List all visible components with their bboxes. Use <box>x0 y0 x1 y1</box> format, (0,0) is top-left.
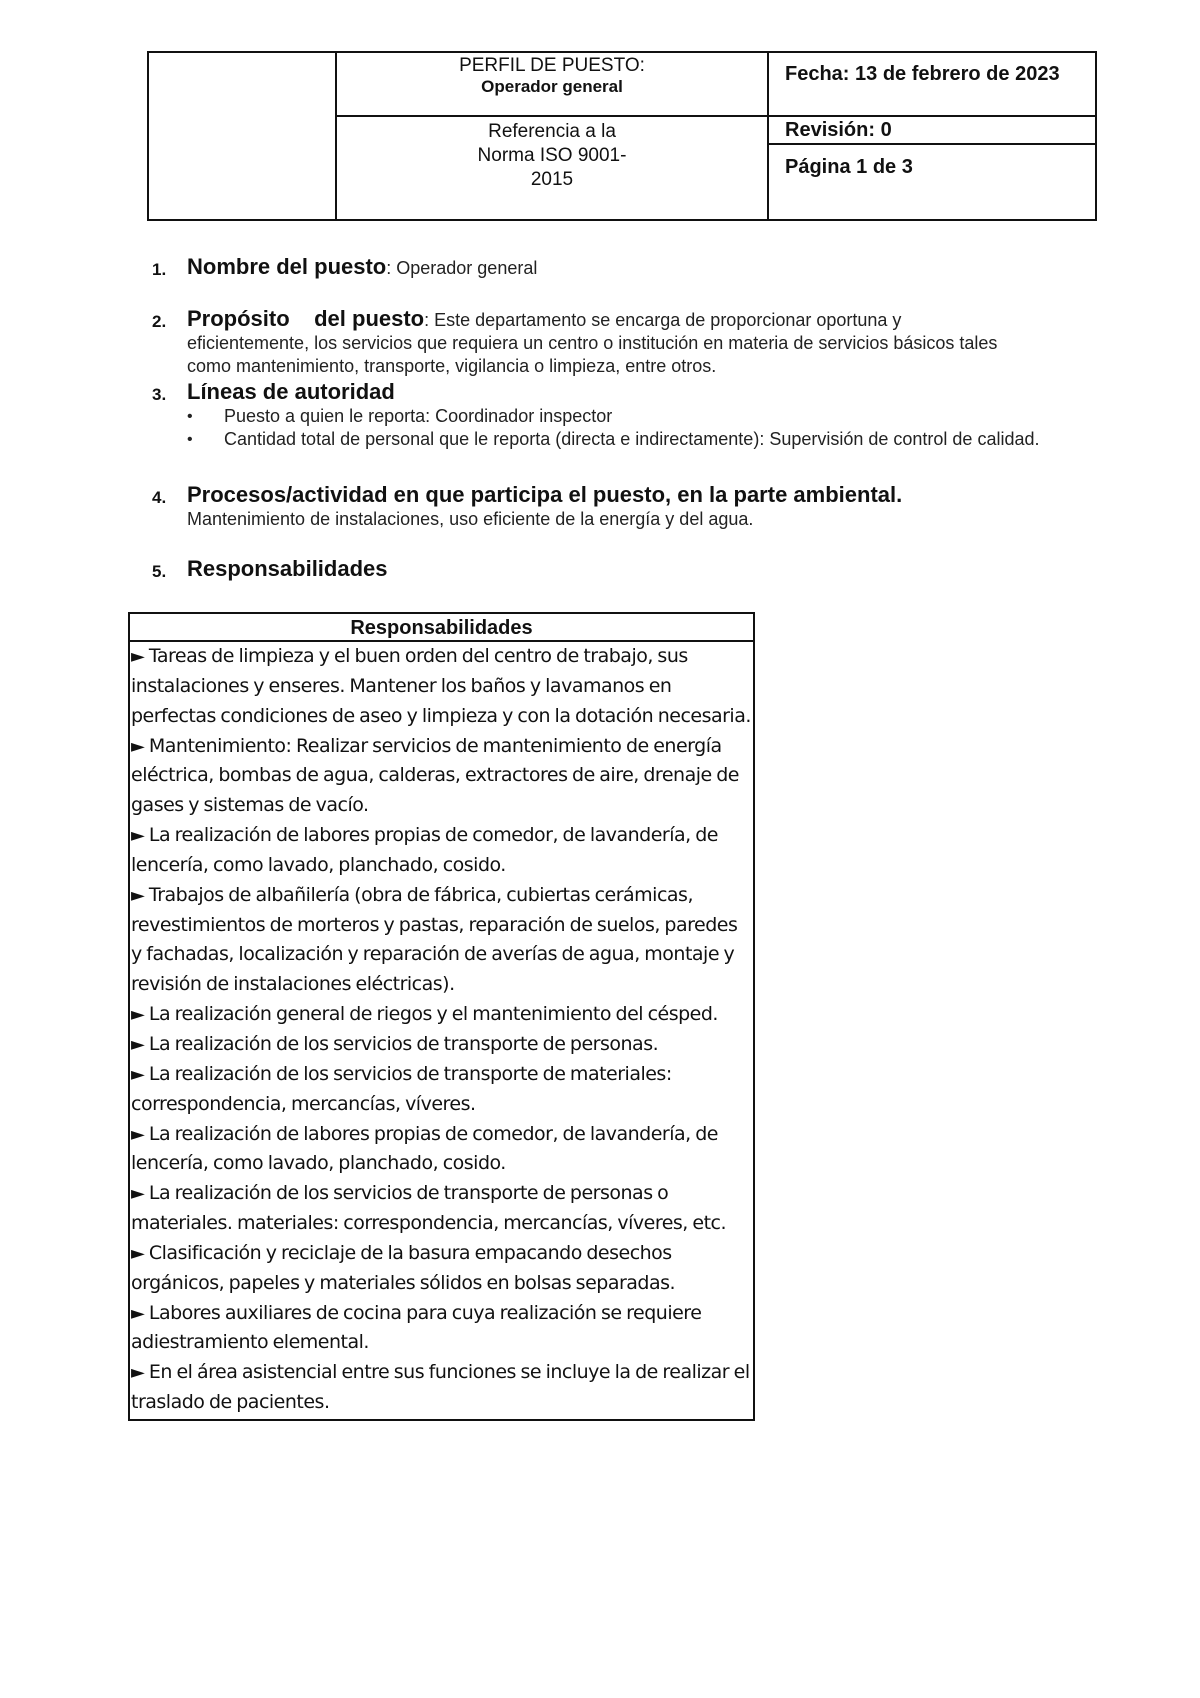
section-title: Propósito del puesto <box>187 306 425 331</box>
reference-line-2: Norma ISO 9001- <box>477 145 627 166</box>
row-text: La realización de labores propias de comedor, de lavandería, de lencería, como lavado, planchado, cosido. <box>131 824 718 876</box>
revision-cell <box>768 116 1096 144</box>
profile-title-cell <box>336 52 768 116</box>
document-header-table <box>147 51 1097 221</box>
table-row <box>131 881 751 1000</box>
row-text: La realización de los servicios de transporte de personas. <box>148 1032 659 1055</box>
list-item <box>152 405 1057 428</box>
table-row <box>131 1299 751 1359</box>
triangle-bullet-icon: ► <box>131 1302 145 1324</box>
section-text: : Operador general <box>386 258 538 278</box>
row-text: Clasificación y reciclaje de la basura empacando desechos orgánicos, papeles y materiales sólidos en bolsas separadas. <box>131 1241 676 1294</box>
table-row <box>131 1179 751 1239</box>
section-number: 1. <box>152 260 167 279</box>
profile-subtitle: Operador general <box>481 77 623 96</box>
document-date: Fecha: 13 de febrero de 2023 <box>785 63 1060 85</box>
triangle-bullet-icon: ► <box>131 1033 145 1055</box>
reference-line-1: Referencia a la <box>488 121 616 142</box>
list-item-text: Puesto a quien le reporta: Coordinador inspector <box>224 406 613 426</box>
table-row <box>131 1358 751 1418</box>
triangle-bullet-icon: ► <box>131 735 145 757</box>
row-text: La realización de labores propias de comedor, de lavandería, de lencería, como lavado, planchado, cosido. <box>131 1122 718 1175</box>
triangle-bullet-icon: ► <box>131 1004 145 1026</box>
row-text: La realización de los servicios de transporte de materiales: correspondencia, mercancías, víveres. <box>131 1062 672 1115</box>
section-number: 5. <box>152 562 167 581</box>
list-item-text: Cantidad total de personal que le reporta (directa e indirectamente): Supervisión de control de calidad. <box>224 429 1040 449</box>
table-row <box>131 642 751 732</box>
section-processes <box>152 483 1052 531</box>
row-text: En el área asistencial entre sus funciones se incluye la de realizar el traslado de pacientes. <box>131 1361 750 1414</box>
authority-list <box>152 405 1057 451</box>
revision-label: Revisión: 0 <box>785 119 892 141</box>
section-text: Mantenimiento de instalaciones, uso eficiente de la energía y del agua. <box>187 509 754 529</box>
date-cell <box>768 52 1096 116</box>
section-job-name <box>152 255 1052 280</box>
table-row <box>131 1120 751 1180</box>
section-title: Líneas de autoridad <box>187 379 395 404</box>
triangle-bullet-icon: ► <box>131 825 145 847</box>
responsibilities-table <box>128 612 755 1421</box>
triangle-bullet-icon: ► <box>131 1242 145 1264</box>
section-text: : Este departamento se encarga de proporcionar oportuna y eficientemente, los servicios que requiera un centro o institución en materia de servicios básicos tales como mantenimiento, transporte, vigilancia o limpieza, entre otros. <box>187 310 998 376</box>
bullet-icon: • <box>187 408 193 425</box>
responsibilities-list <box>130 642 753 1419</box>
triangle-bullet-icon: ► <box>131 646 145 667</box>
table-row <box>131 1239 751 1299</box>
row-text: Trabajos de albañilería (obra de fábrica, cubiertas cerámicas, revestimientos de morteros y pastas, reparación de suelos, paredes y fachadas, localización y reparación de averías de agua, montaje y revisión de instalaciones eléctricas). <box>131 883 738 996</box>
section-number: 3. <box>152 385 167 404</box>
page-number: Página 1 de 3 <box>785 156 913 178</box>
logo-cell <box>148 52 336 220</box>
triangle-bullet-icon: ► <box>131 1183 145 1205</box>
triangle-bullet-icon: ► <box>131 884 145 906</box>
section-number: 2. <box>152 312 167 331</box>
list-item <box>152 428 1057 451</box>
section-authority-lines <box>152 380 1052 451</box>
reference-cell <box>336 116 768 220</box>
triangle-bullet-icon: ► <box>131 1362 145 1384</box>
table-row <box>131 821 751 881</box>
reference-line-3: 2015 <box>530 169 574 190</box>
table-row <box>131 1030 751 1060</box>
row-text: Tareas de limpieza y el buen orden del centro de trabajo, sus instalaciones y enseres. Mantener los baños y lavamanos en perfectas condiciones de aseo y limpieza y con la dotación necesaria. <box>131 645 751 727</box>
table-row <box>131 732 751 822</box>
section-title: Nombre del puesto <box>187 254 387 279</box>
profile-title: PERFIL DE PUESTO: <box>459 55 645 76</box>
section-purpose <box>152 307 1052 378</box>
row-text: La realización general de riegos y el mantenimiento del césped. <box>148 1003 718 1026</box>
table-header: Responsabilidades <box>130 614 753 642</box>
section-title: Responsabilidades <box>187 556 388 581</box>
row-text: La realización de los servicios de transporte de personas o materiales. materiales: correspondencia, mercancías, víveres, etc. <box>131 1182 727 1235</box>
section-number: 4. <box>152 488 167 507</box>
triangle-bullet-icon: ► <box>131 1063 145 1085</box>
section-title: Procesos/actividad en que participa el puesto, en la parte ambiental. <box>187 482 903 507</box>
bullet-icon: • <box>187 431 193 448</box>
section-responsibilities <box>152 557 1052 582</box>
table-row <box>131 1060 751 1120</box>
triangle-bullet-icon: ► <box>131 1123 145 1145</box>
page-cell <box>768 144 1096 220</box>
row-text: Mantenimiento: Realizar servicios de mantenimiento de energía eléctrica, bombas de agua, calderas, extractores de aire, drenaje de gases y sistemas de vacío. <box>131 734 739 817</box>
row-text: Labores auxiliares de cocina para cuya realización se requiere adiestramiento elemental. <box>131 1301 702 1354</box>
table-row <box>131 1000 751 1030</box>
